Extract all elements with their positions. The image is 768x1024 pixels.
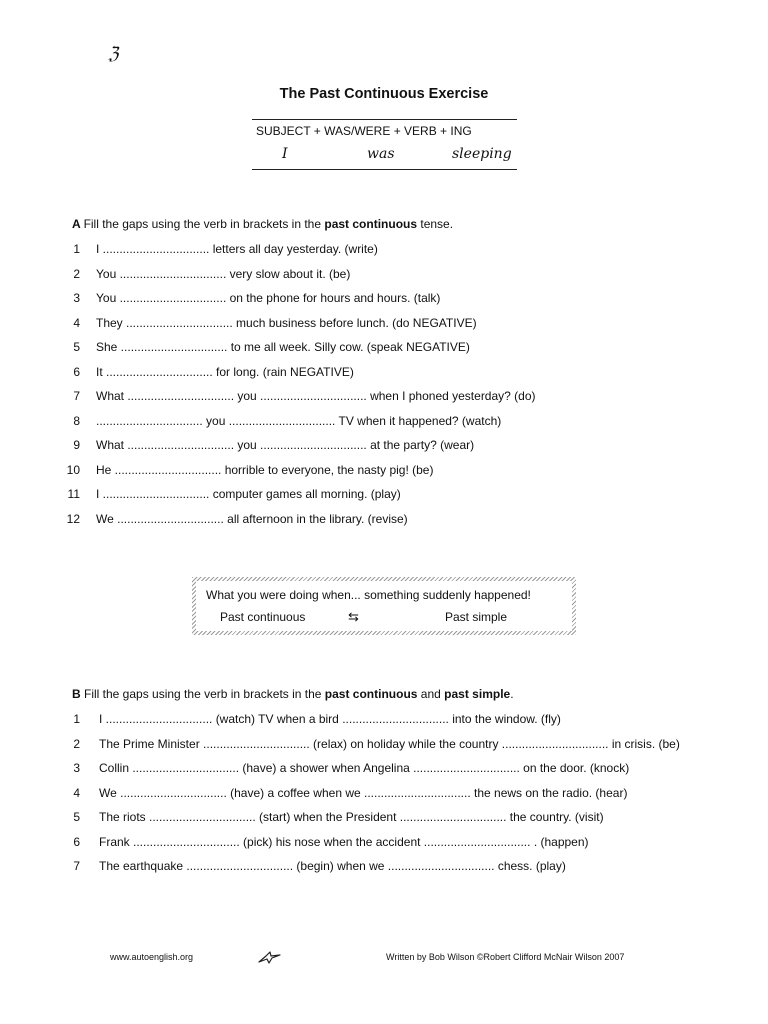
info-box-right-label: Past simple [445, 610, 508, 624]
section-a-label: A [72, 217, 84, 231]
example-subject: I [282, 146, 288, 162]
formula-bottom-rule [252, 169, 517, 170]
exercise-item-number: 8 [73, 413, 80, 428]
exercise-item-number: 9 [73, 438, 80, 452]
exercise-item-text: It ................................ for long. (rain NEGATIVE) [96, 364, 354, 379]
section-a-instruction-post: tense. [417, 217, 454, 231]
exercise-item-number: 6 [73, 364, 80, 379]
section-b-instruction-bold-2: past simple [444, 687, 511, 701]
section-a-instruction [72, 217, 453, 231]
exercise-item-text: They ................................ much business before lunch. (do NEGATIVE) [96, 315, 477, 330]
section-b-instruction [72, 687, 514, 701]
section-b-label: B [72, 687, 84, 701]
section-b-instruction-post: . [510, 687, 514, 701]
exercise-item-text: We ................................ (have) a coffee when we ................................ the news on the radio. (hear) [99, 785, 628, 800]
exercise-item-number: 2 [73, 736, 80, 751]
exercise-item-text: The Prime Minister ................................ (relax) on holiday while the country ................................ in crisis. (be) [99, 736, 680, 751]
exercise-item-text: You ................................ very slow about it. (be) [96, 266, 351, 281]
exercise-item-text: I ................................ computer games all morning. (play) [96, 487, 401, 501]
exercise-item-number: 4 [73, 315, 80, 330]
exercise-item-number: 2 [73, 266, 80, 281]
info-box-left-label: Past continuous [220, 610, 306, 624]
exercise-item-text: We ................................ all afternoon in the library. (revise) [96, 511, 408, 526]
exercise-item-text: I ................................ (watch) TV when a bird ................................ into the window. (fly) [99, 712, 561, 726]
exercise-item-text: I ................................ letters all day yesterday. (write) [96, 242, 378, 256]
exercise-item-number: 5 [73, 340, 80, 354]
swap-arrows-icon: ⇆ [348, 609, 359, 624]
exercise-item-text: What ................................ you ................................ at the party? (wear) [96, 438, 475, 452]
section-a-instruction-pre: Fill the gaps using the verb in brackets in the [83, 217, 325, 231]
section-b-instruction-bold-1: past continuous [324, 687, 418, 701]
exercise-item-number: 7 [73, 389, 80, 403]
bird-logo-icon [258, 950, 282, 964]
exercise-item-number: 7 [73, 859, 80, 873]
page-title: The Past Continuous Exercise [279, 86, 489, 102]
exercise-item-text: You ................................ on the phone for hours and hours. (talk) [96, 291, 441, 305]
formula-top-rule [252, 119, 517, 120]
exercise-item-text: What ................................ you ................................ when I phoned yesterday? (do) [96, 389, 536, 403]
info-box-heading: What you were doing when... something suddenly happened! [206, 588, 531, 602]
exercise-item-text: Frank ................................ (pick) his nose when the accident ................................ . (happen) [99, 834, 589, 849]
exercise-item-number: 6 [73, 834, 80, 849]
footer-credit: Written by Bob Wilson ©Robert Clifford McNair Wilson 2007 [386, 952, 625, 962]
exercise-item-number: 11 [67, 487, 80, 501]
tense-info-box [192, 577, 576, 635]
exercise-item-number: 3 [73, 761, 80, 775]
exercise-item-text: The earthquake ................................ (begin) when we ................................ chess. (play) [99, 859, 566, 873]
logo-mark: ℨ [108, 44, 119, 64]
exercise-item-number: 5 [73, 810, 80, 824]
exercise-item-number: 4 [73, 785, 80, 800]
example-verb: sleeping [452, 146, 512, 162]
exercise-item-text: ................................ you ................................ TV when it happened? (watch) [96, 413, 502, 428]
exercise-item-number: 10 [66, 462, 80, 477]
section-b-instruction-mid: and [417, 687, 445, 701]
section-a-instruction-bold: past continuous [324, 217, 418, 231]
formula-heading: SUBJECT + WAS/WERE + VERB + ING [256, 124, 472, 138]
exercise-item-text: She ................................ to me all week. Silly cow. (speak NEGATIVE) [96, 340, 470, 354]
exercise-item-number: 12 [66, 511, 80, 526]
exercise-item-text: Collin ................................ (have) a shower when Angelina ................................ on the door. (knock) [99, 761, 630, 775]
section-b-instruction-pre: Fill the gaps using the verb in brackets in the [84, 687, 325, 701]
exercise-item-text: He ................................ horrible to everyone, the nasty pig! (be) [96, 462, 434, 477]
example-aux: was [367, 146, 395, 162]
exercise-item-number: 3 [73, 291, 80, 305]
exercise-item-number: 1 [73, 242, 80, 256]
exercise-item-number: 1 [73, 712, 80, 726]
footer-website: www.autoenglish.org [110, 952, 194, 962]
exercise-item-text: The riots ................................ (start) when the President ................................ the country. (visit) [99, 810, 604, 824]
